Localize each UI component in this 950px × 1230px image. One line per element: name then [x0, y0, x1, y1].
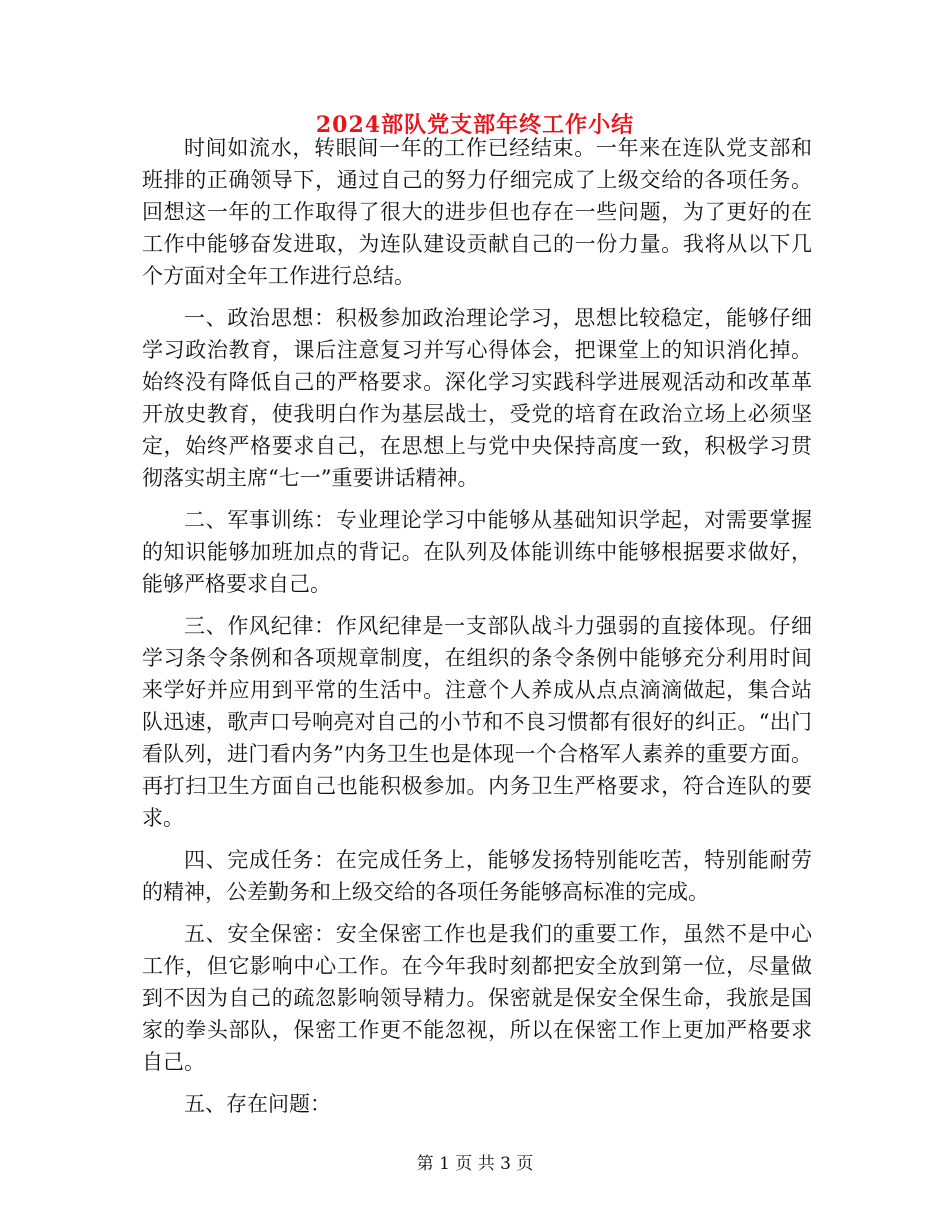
paragraph-problems-heading: 五、存在问题：: [184, 1092, 331, 1116]
paragraph-military-training: 二、军事训练：专业理论学习中能够从基础知识学起，对需要掌握的知识能够加班加点的背记。在队列及体能训练中能够根据要求做好，能够严格要求自己。: [142, 508, 812, 596]
document-body: [142, 132, 812, 1130]
paragraph-discipline: 三、作风纪律：作风纪律是一支部队战斗力强弱的直接体现。仔细学习条令条例和各项规章制度，在组织的条令条例中能够充分利用时间来学好并应用到平常的生活中。注意个人养成从点点滴滴做起，集合站队迅速，歌声口号响亮对自己的小节和不良习惯都有很好的纠正。“出门看队列，进门看内务”内务卫生也是体现一个合格军人素养的重要方面。再打扫卫生方面自己也能积极参加。内务卫生严格要求，符合连队的要求。: [142, 614, 812, 830]
page-indicator: 第 1 页 共 3 页: [416, 1154, 534, 1174]
paragraph-task-completion: 四、完成任务：在完成任务上，能够发扬特别能吃苦，特别能耐劳的精神，公差勤务和上级交给的各项任务能够高标准的完成。: [142, 848, 812, 904]
paragraph-security: 五、安全保密：安全保密工作也是我们的重要工作，虽然不是中心工作，但它影响中心工作。在今年我时刻都把安全放到第一位，尽量做到不因为自己的疏忽影响领导精力。保密就是保安全保生命，我旅是国家的拳头部队，保密工作更不能忽视，所以在保密工作上更加严格要求自己。: [142, 922, 812, 1074]
document-title: 2024部队党支部年终工作小结: [315, 112, 635, 138]
paragraph-political-thought: 一、政治思想：积极参加政治理论学习，思想比较稳定，能够仔细学习政治教育，课后注意复习并写心得体会，把课堂上的知识消化掉。始终没有降低自己的严格要求。深化学习实践科学进展观活动和改革革开放史教育，使我明白作为基层战士，受党的培育在政治立场上必须坚定，始终严格要求自己，在思想上与党中央保持高度一致，积极学习贯彻落实胡主席“七一”重要讲话精神。: [142, 306, 812, 490]
paragraph-intro: 时间如流水，转眼间一年的工作已经结束。一年来在连队党支部和班排的正确领导下，通过自己的努力仔细完成了上级交给的各项任务。回想这一年的工作取得了很大的进步但也存在一些问题，为了更好的在工作中能够奋发进取，为连队建设贡献自己的一份力量。我将从以下几个方面对全年工作进行总结。: [142, 136, 812, 288]
